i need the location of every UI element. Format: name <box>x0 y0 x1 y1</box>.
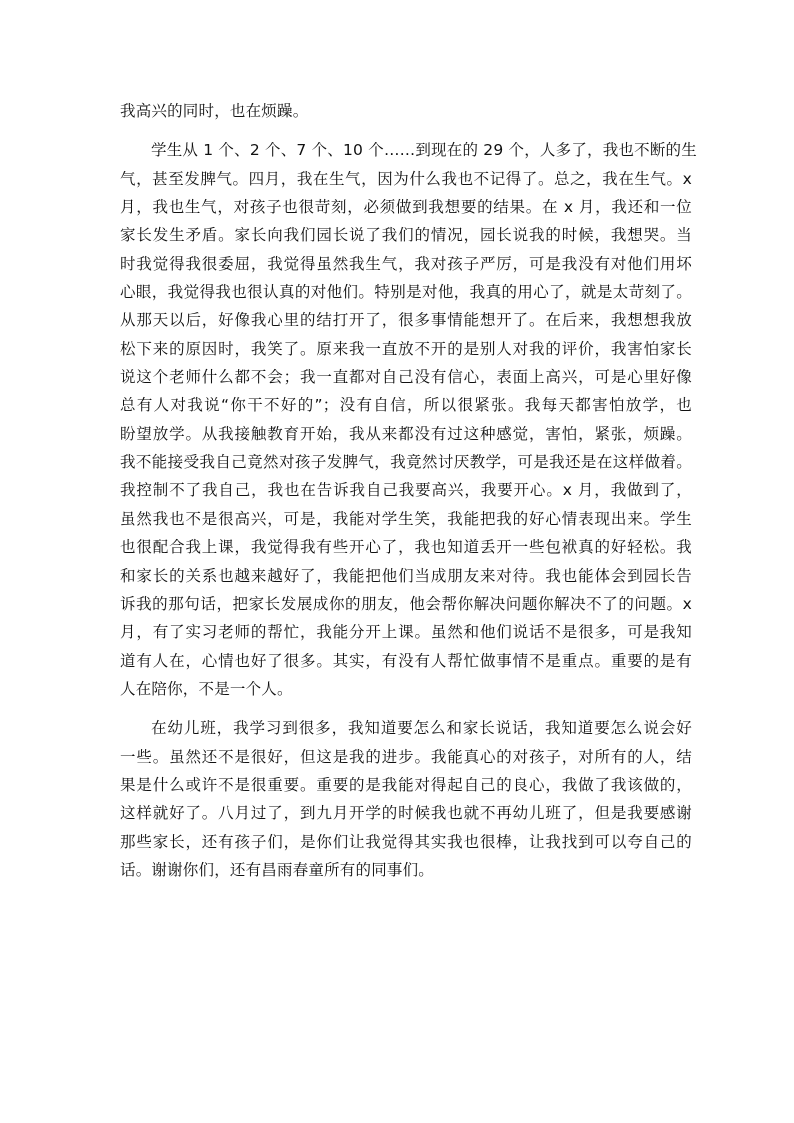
paragraph-line: 和家长的关系也越来越好了，我能把他们当成朋友来对待。我也能体会到园长告 <box>120 566 692 585</box>
paragraph-line: 心眼，我觉得我也很认真的对他们。特别是对他，我真的用心了，就是太苛刻了。 <box>120 283 692 302</box>
paragraph-line: 盼望放学。从我接触教育开始，我从来都没有过这种感觉，害怕，紧张，烦躁。 <box>120 424 692 443</box>
paragraph-line: 虽然我也不是很高兴，可是，我能对学生笑，我能把我的好心情表现出来。学生 <box>120 509 692 528</box>
paragraph-line: 这样就好了。八月过了，到九月开学的时候我也就不再幼儿班了，但是我要感谢 <box>120 804 692 823</box>
paragraph-line: 我高兴的同时，也在烦躁。 <box>120 102 309 120</box>
paragraph-line: 月，我也生气，对孩子也很苛刻，必须做到我想要的结果。在 x 月，我还和一位 <box>120 198 692 217</box>
paragraph-line: 果是什么或许不是很重要。重要的是我能对得起自己的良心，我做了我该做的， <box>120 775 692 794</box>
paragraph-spacing <box>120 703 692 714</box>
paragraph-line: 气，甚至发脾气。四月，我在生气，因为什么我也不记得了。总之，我在生气。x <box>120 169 692 188</box>
paragraph-line: 我控制不了我自己，我也在告诉我自己我要高兴，我要开心。x 月，我做到了， <box>120 481 692 500</box>
paragraph-2 <box>120 136 697 703</box>
paragraph-line: 诉我的那句话，把家长发展成你的朋友，他会帮你解决问题你解决不了的问题。x <box>120 594 692 613</box>
paragraph-line: 在幼儿班，我学习到很多，我知道要怎么和家长说话，我知道要怎么说会好 <box>151 719 692 738</box>
paragraph-line: 也很配合我上课，我觉得我有些开心了，我也知道丢开一些包袱真的好轻松。我 <box>120 538 692 557</box>
paragraph-line: 我不能接受我自己竟然对孩子发脾气，我竟然讨厌教学，可是我还是在这样做着。 <box>120 453 692 472</box>
paragraph-line: 那些家长，还有孩子们，是你们让我觉得其实我也很棒，让我找到可以夸自己的 <box>120 832 692 851</box>
paragraph-line: 从那天以后，好像我心里的结打开了，很多事情能想开了。在后来，我想想我放 <box>120 311 692 330</box>
paragraph-3 <box>120 714 692 884</box>
document-body <box>120 97 697 884</box>
paragraph-line: 月，有了实习老师的帮忙，我能分开上课。虽然和他们说话不是很多，可是我知 <box>120 623 692 642</box>
paragraph-line: 学生从 1 个、2 个、7 个、10 个……到现在的 29 个，人多了，我也不断的生 <box>151 141 697 160</box>
paragraph-line: 道有人在，心情也好了很多。其实，有没有人帮忙做事情不是重点。重要的是有 <box>120 651 692 670</box>
paragraph-line: 一些。虽然还不是很好，但这是我的进步。我能真心的对孩子，对所有的人，结 <box>120 747 692 766</box>
paragraph-line: 总有人对我说“你干不好的”；没有自信，所以很紧张。我每天都害怕放学，也 <box>120 396 692 415</box>
paragraph-line: 松下来的原因时，我笑了。原来我一直放不开的是别人对我的评价，我害怕家长 <box>120 339 692 358</box>
paragraph-line: 人在陪你，不是一个人。 <box>120 679 293 698</box>
paragraph-line: 家长发生矛盾。家长向我们园长说了我们的情况，园长说我的时候，我想哭。当 <box>120 226 692 245</box>
paragraph-line: 话。谢谢你们，还有昌雨春童所有的同事们。 <box>120 860 435 879</box>
paragraph-1 <box>120 97 692 125</box>
paragraph-line: 时我觉得我很委屈，我觉得虽然我生气，我对孩子严厉，可是我没有对他们用坏 <box>120 254 692 273</box>
paragraph-spacing <box>120 125 692 136</box>
paragraph-line: 说这个老师什么都不会；我一直都对自己没有信心，表面上高兴，可是心里好像 <box>120 368 692 387</box>
